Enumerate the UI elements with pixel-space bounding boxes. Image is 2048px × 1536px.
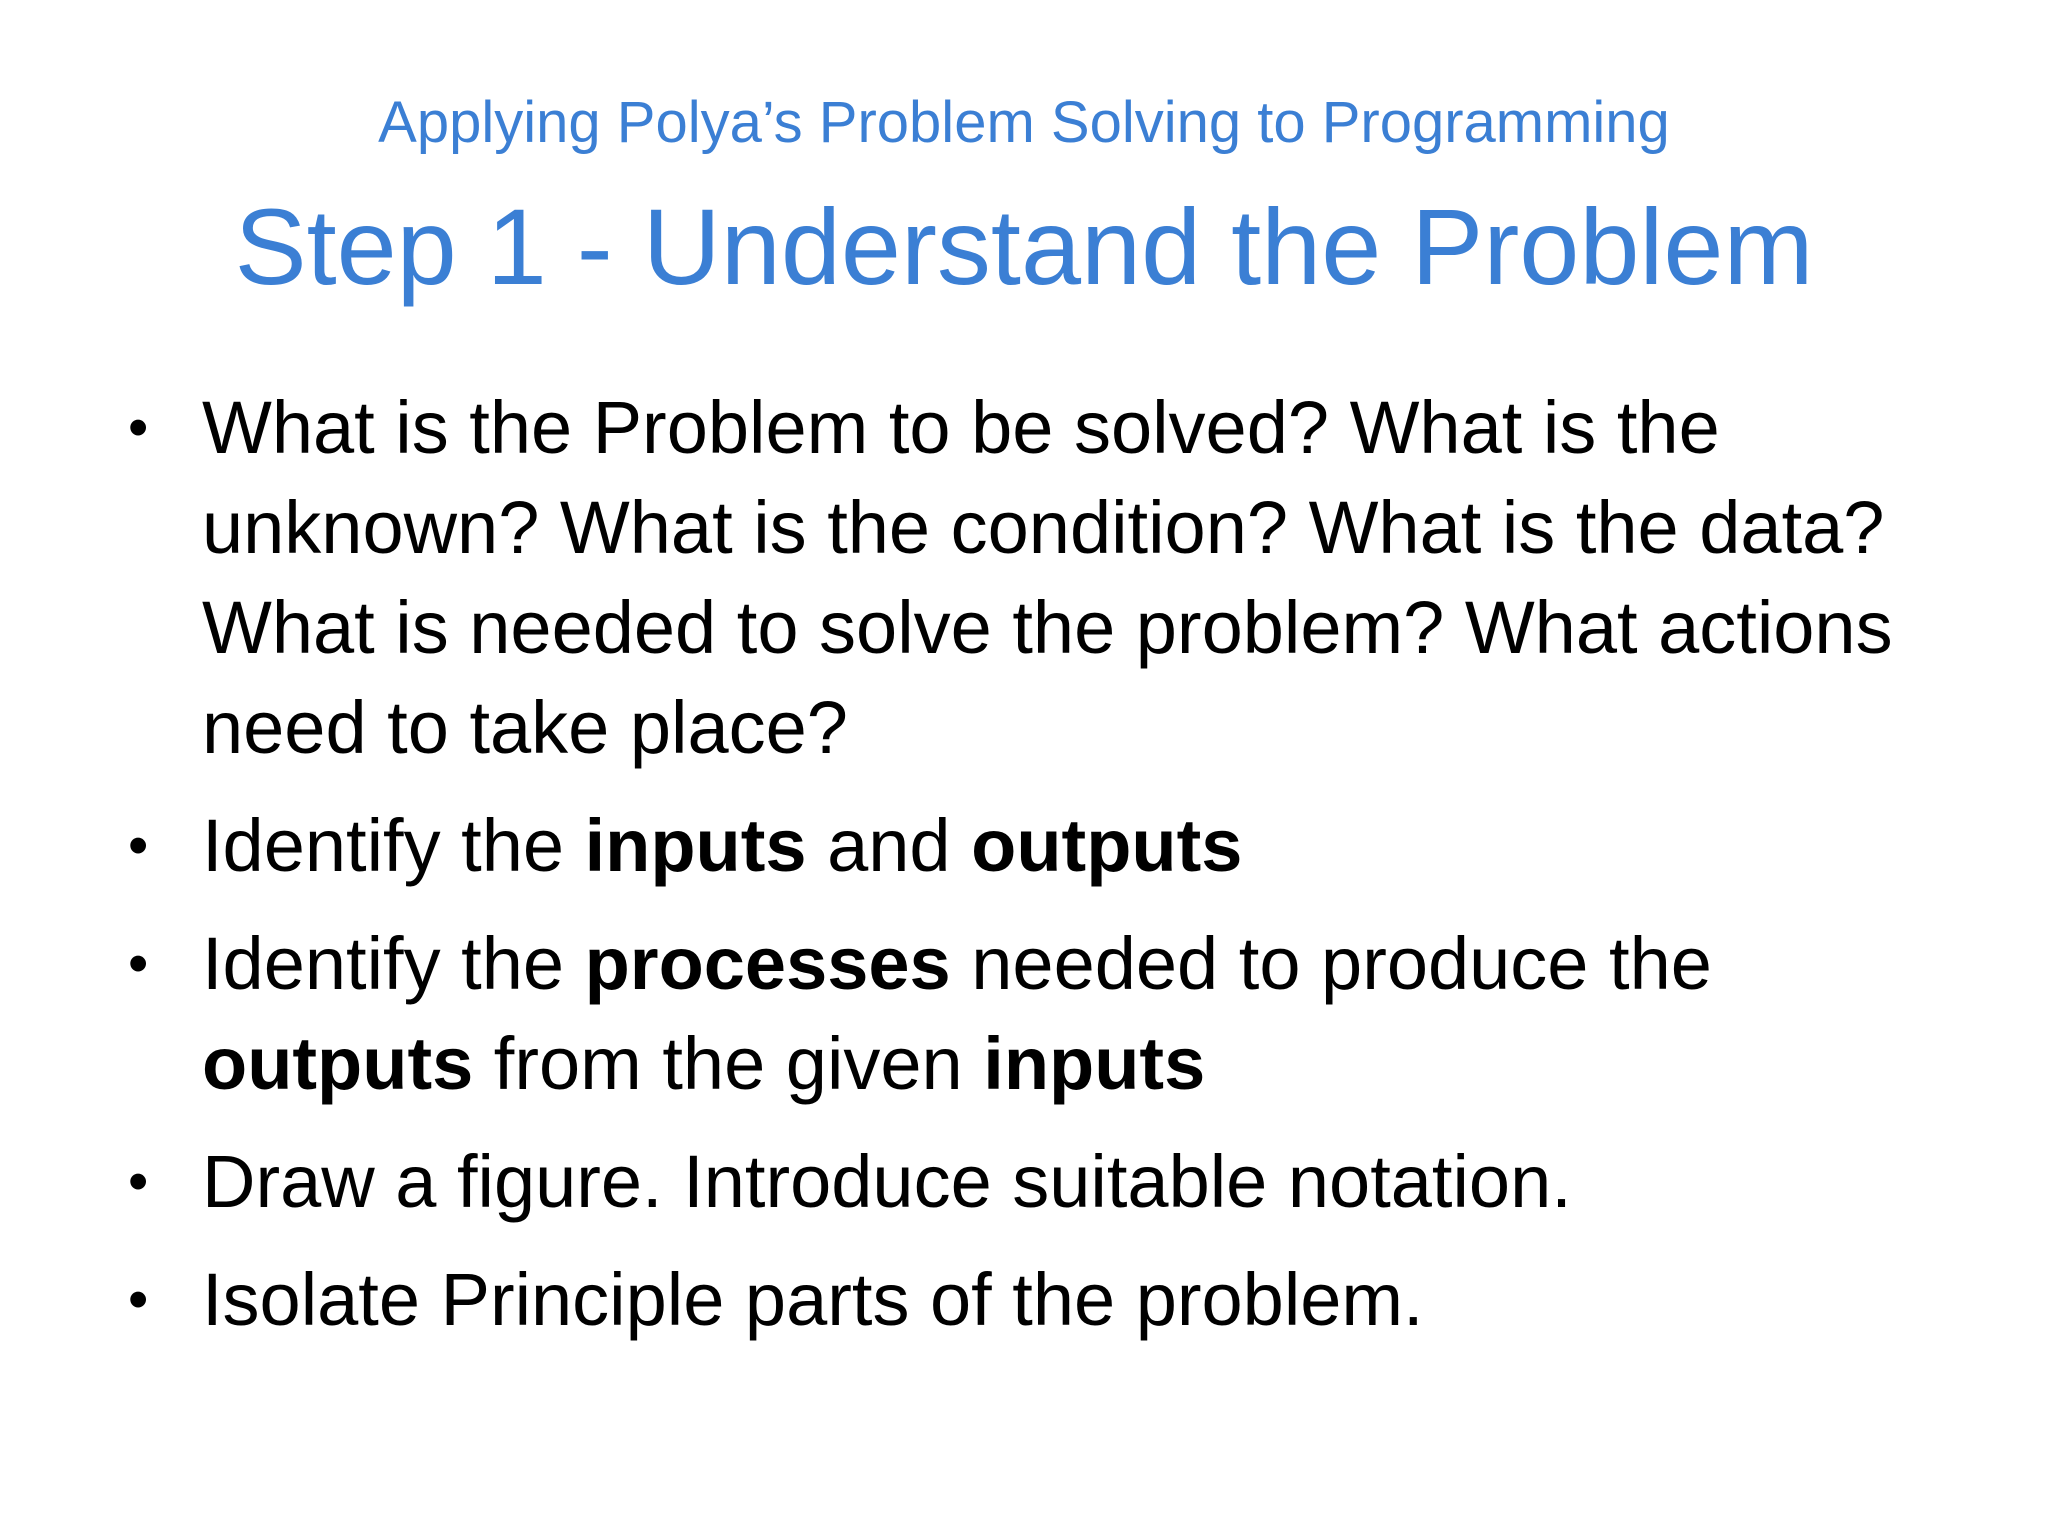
bullet-text [202, 386, 1893, 769]
bullet-text [202, 922, 1712, 1105]
bullet-text-part: Draw a figure. Introduce suitable notation. [202, 1140, 1572, 1223]
bullet-text-part: needed to produce the [950, 922, 1712, 1005]
bullet-dot-icon: • [128, 1267, 149, 1332]
bullet-list [120, 378, 1960, 1368]
bullet-item [120, 378, 1960, 778]
bullet-text-bold: inputs [584, 804, 807, 887]
bullet-text-bold: outputs [202, 1022, 474, 1105]
bullet-text-part: Identify the [202, 922, 585, 1005]
bullet-item [120, 1132, 1960, 1232]
slide-subtitle: Applying Polya’s Problem Solving to Programming [378, 90, 1670, 155]
bullet-text-part: and [806, 804, 972, 887]
bullet-dot-icon: • [128, 813, 149, 878]
bullet-text-part: Identify the [202, 804, 585, 887]
bullet-text-part: from the given [473, 1022, 984, 1105]
bullet-text-part: Isolate Principle parts of the problem. [202, 1258, 1424, 1341]
bullet-text-bold: outputs [971, 804, 1243, 887]
slide-title: Step 1 - Understand the Problem [234, 186, 1814, 307]
bullet-text-part: What is the Problem to be solved? What is the unknown? What is the condition? What is the data? What is needed to solve the problem? What actions need to take place? [202, 386, 1893, 769]
bullet-item [120, 796, 1960, 896]
bullet-item [120, 1250, 1960, 1350]
bullet-dot-icon: • [128, 931, 149, 996]
bullet-text [202, 1258, 1424, 1341]
bullet-dot-icon: • [128, 395, 149, 460]
bullet-item [120, 914, 1960, 1114]
bullet-text [202, 804, 1242, 887]
bullet-text-bold: inputs [983, 1022, 1206, 1105]
bullet-text-bold: processes [584, 922, 951, 1005]
bullet-dot-icon: • [128, 1149, 149, 1214]
bullet-text [202, 1140, 1572, 1223]
